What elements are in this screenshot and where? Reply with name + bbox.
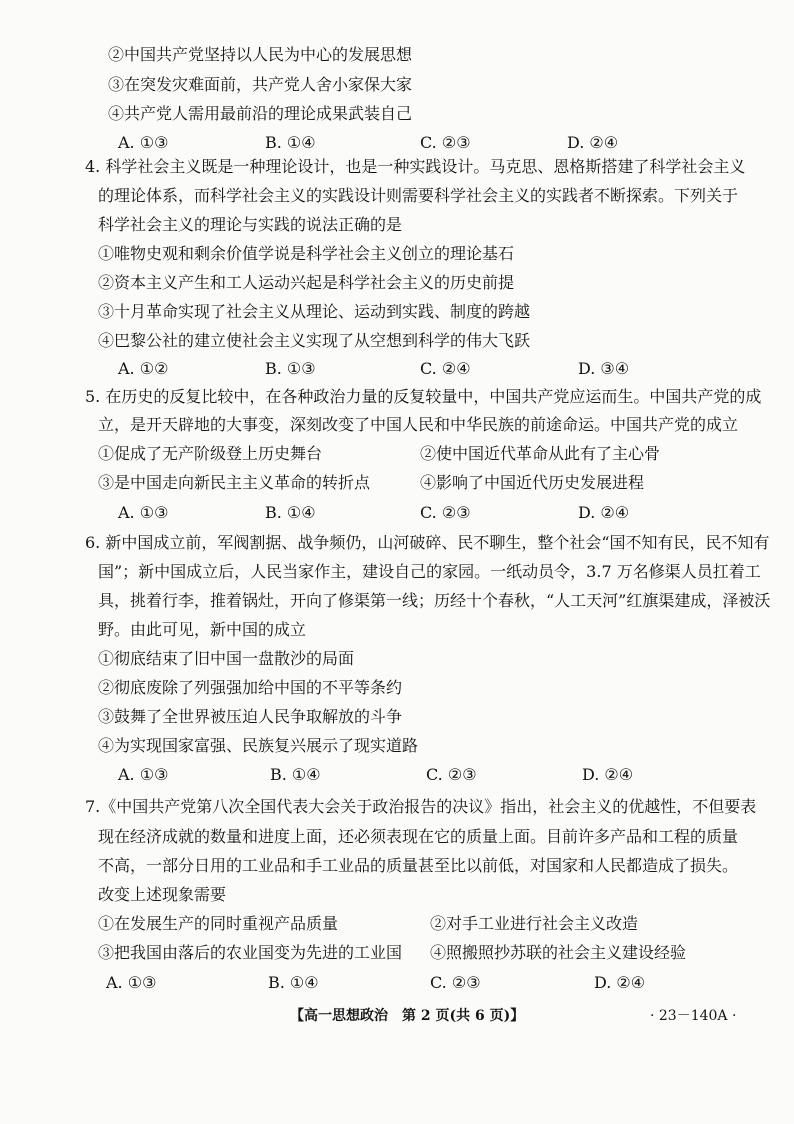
option-a: A. ①③ [106,973,157,992]
answer-options [0,764,794,786]
option-a: A. ①③ [118,765,169,784]
question-item: ④照搬照抄苏联的社会主义建设经验 [430,943,687,962]
question-item: ③鼓舞了全世界被压迫人民争取解放的斗争 [98,707,403,726]
option-c: C. ②④ [420,359,471,378]
question-7-stem: 7.《中国共产党第八次全国代表大会关于政治报告的决议》指出，社会主义的优越性，不但要表 [85,797,757,816]
option-b: B. ①④ [270,765,321,784]
answer-options [0,358,794,380]
question-item: ②彻底废除了列强强加给中国的不平等条约 [98,678,403,697]
question-item: ④为实现国家富强、民族复兴展示了现实道路 [98,736,419,755]
question-5-stem: 立，是开天辟地的大事变，深刻改变了中国人民和中华民族的前途命运。中国共产党的成立 [98,415,739,434]
question-item: ②使中国近代革命从此有了主心骨 [420,444,661,463]
option-a: A. ①③ [118,503,169,522]
question-item: ②中国共产党坚持以人民为中心的发展思想 [108,45,413,64]
question-item: ②资本主义产生和工人运动兴起是科学社会主义的历史前提 [98,273,515,292]
option-d: D. ②④ [567,133,619,152]
option-b: B. ①④ [265,133,316,152]
question-item: ①唯物史观和剩余价值学说是科学社会主义创立的理论基石 [98,244,515,263]
answer-options [0,972,794,994]
question-4-stem: 4. 科学社会主义既是一种理论设计，也是一种实践设计。马克思、恩格斯搭建了科学社会主义 [85,157,746,176]
question-item: ③十月革命实现了社会主义从理论、运动到实践、制度的跨越 [98,302,531,321]
question-5-stem: 5. 在历史的反复比较中，在各种政治力量的反复较量中，中国共产党应运而生。中国共产党的成 [85,387,762,406]
question-item: ③在突发灾难面前，共产党人舍小家保大家 [108,75,413,94]
question-7-stem: 改变上述现象需要 [98,885,227,904]
option-b: B. ①④ [268,973,319,992]
question-item: ①在发展生产的同时重视产品质量 [98,914,339,933]
option-d: D. ②④ [578,503,630,522]
option-d: D. ③④ [578,359,630,378]
question-6-stem: 国”；新中国成立后，人民当家作主，建设自己的家园。一纸动员令，3.7 万名修渠人员扛着工 [98,562,761,581]
option-c: C. ②③ [430,973,481,992]
option-b: B. ①③ [265,359,316,378]
question-item: ④巴黎公社的建立使社会主义实现了从空想到科学的伟大飞跃 [98,331,531,350]
question-7-stem: 现在经济成就的数量和进度上面，还必须表现在它的质量上面。目前许多产品和工程的质量 [98,827,739,846]
question-item: ①促成了无产阶级登上历史舞台 [98,444,323,463]
option-d: D. ②④ [594,973,646,992]
question-7-stem: 不高，一部分日用的工业品和手工业品的质量甚至比以前低，对国家和人民都造成了损失。 [98,856,739,875]
question-item: ③把我国由落后的农业国变为先进的工业国 [98,943,403,962]
option-c: C. ②③ [420,503,471,522]
answer-options [0,132,794,154]
question-6-stem: 具，挑着行李，推着锅灶，开向了修渠第一线；历经十个春秋，“人工天河”红旗渠建成，泽被沃 [98,591,771,610]
answer-options [0,502,794,524]
question-item: ②对手工业进行社会主义改造 [430,914,639,933]
option-d: D. ②④ [582,765,634,784]
option-c: C. ②③ [420,133,471,152]
question-item: ④共产党人需用最前沿的理论成果武装自己 [108,104,413,123]
question-4-stem: 科学社会主义的理论与实践的说法正确的是 [98,215,403,234]
question-6-stem: 野。由此可见，新中国的成立 [98,620,307,639]
question-6-stem: 6. 新中国成立前，军阀割据、战争频仍，山河破碎、民不聊生，整个社会“国不知有民，民不知有 [85,533,770,552]
question-4-stem: 的理论体系，而科学社会主义的实践设计则需要科学社会主义的实践者不断探索。下列关于 [98,186,739,205]
option-b: B. ①④ [265,503,316,522]
option-c: C. ②③ [426,765,477,784]
option-a: A. ①② [118,359,169,378]
footer-page-info: 【高一思想政治 第 2 页(共 6 页)】 [290,1008,525,1024]
question-item: ③是中国走向新民主主义革命的转折点 [98,473,371,492]
question-item: ④影响了中国近代历史发展进程 [420,473,645,492]
question-item: ①彻底结束了旧中国一盘散沙的局面 [98,649,355,668]
option-a: A. ①③ [118,133,169,152]
footer-exam-code: · 23－140A · [650,1008,737,1024]
